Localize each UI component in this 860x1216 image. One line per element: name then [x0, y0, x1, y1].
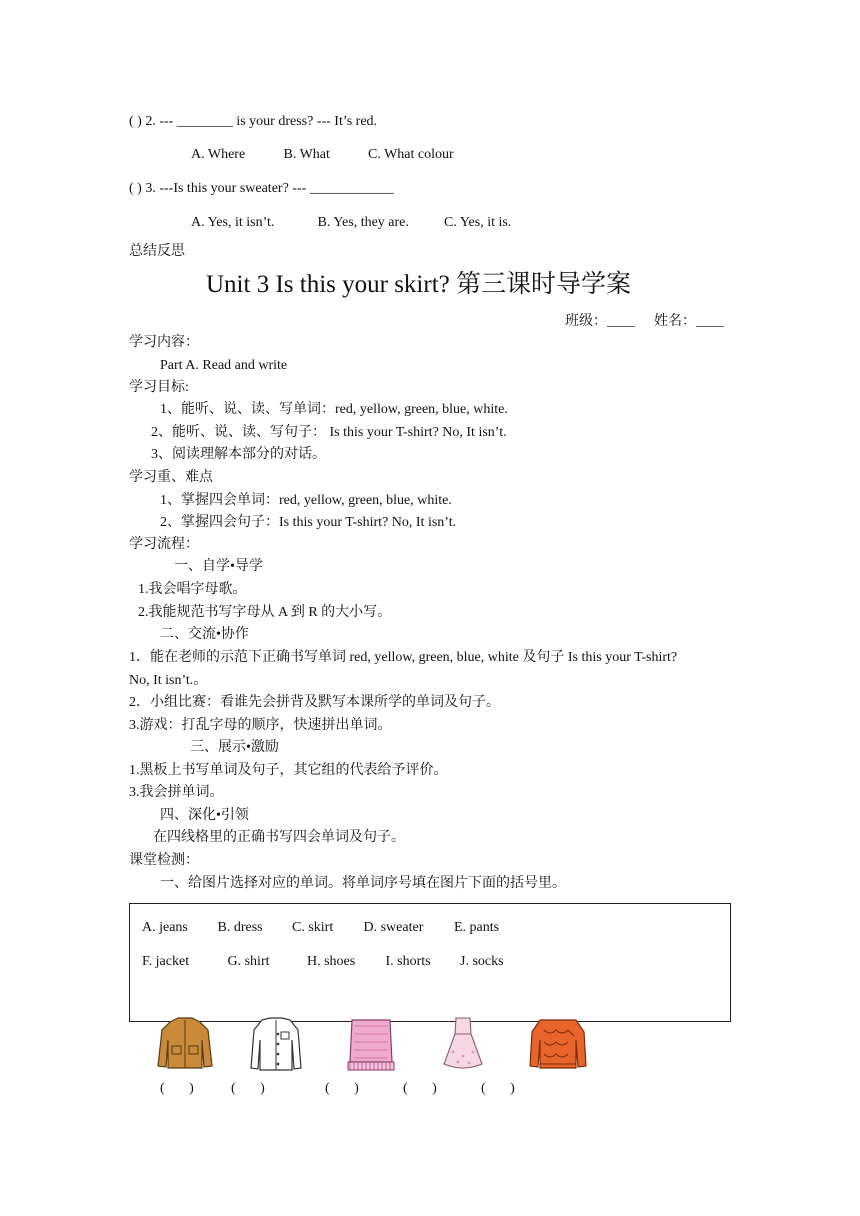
word-option: I. shorts [385, 954, 431, 969]
goal-item: 3、阅读理解本部分的对话。 [151, 447, 326, 462]
section-heading: 三、展示•激励 [190, 740, 279, 755]
question-text: 3. ---Is this your sweater? --- ____________ [145, 181, 394, 196]
question-2 [129, 112, 377, 132]
word-bank-box [129, 903, 731, 1022]
word-option: B. dress [217, 920, 263, 935]
option-b: B. Yes, they are. [317, 215, 409, 230]
word-row [142, 952, 504, 972]
keypoints-label: 学习重、难点 [129, 470, 213, 485]
question-text: 2. --- ________ is your dress? --- It’s red. [145, 114, 378, 129]
section-item: 3.游戏：打乱字母的顺序，快速拼出单词。 [129, 718, 392, 733]
section-item: 2．小组比赛：看谁先会拼背及默写本课所学的单词及句子。 [129, 695, 500, 710]
summary-label: 总结反思 [129, 244, 185, 259]
option-a: A. Where [191, 147, 246, 162]
option-b: B. What [283, 147, 330, 162]
word-option: F. jacket [142, 954, 190, 969]
answer-bracket[interactable]: ( ) [325, 1081, 359, 1096]
question-2-options [191, 145, 454, 165]
section-item: 1.我会唱字母歌。 [138, 582, 247, 597]
check-question: 一、给图片选择对应的单词。将单词序号填在图片下面的括号里。 [160, 876, 566, 891]
content-label: 学习内容： [129, 335, 199, 350]
sweater-icon [528, 1016, 588, 1072]
dress-icon [438, 1016, 488, 1072]
keypoint-item: 1、掌握四会单词：red, yellow, green, blue, white. [160, 493, 452, 508]
page-title: Unit 3 Is this your skirt? 第三课时导学案 [206, 271, 631, 298]
answer-paren: ( ) [129, 114, 142, 129]
word-option: D. sweater [363, 920, 424, 935]
goals-label: 学习目标: [129, 380, 189, 395]
section-item: 3.我会拼单词。 [129, 785, 224, 800]
answer-paren: ( ) [129, 181, 142, 196]
word-option: A. jeans [142, 920, 188, 935]
word-option: C. skirt [292, 920, 334, 935]
question-3-options [191, 213, 511, 233]
answer-bracket[interactable]: ( ) [231, 1081, 265, 1096]
shirt-icon [248, 1016, 304, 1072]
word-option: G. shirt [227, 954, 270, 969]
question-3 [129, 179, 394, 199]
option-c: C. Yes, it is. [444, 215, 512, 230]
answer-bracket[interactable]: ( ) [481, 1081, 515, 1096]
answer-bracket[interactable]: ( ) [160, 1081, 194, 1096]
keypoint-item: 2、掌握四会句子：Is this your T-shirt? No, It isn’t. [160, 515, 457, 530]
section-text: 在四线格里的正确书写四会单词及句子。 [153, 830, 405, 845]
class-field: 班级：____ [565, 314, 635, 329]
process-label: 学习流程： [129, 537, 199, 552]
content-text: Part A. Read and write [160, 358, 288, 373]
goal-item: 1、能听、说、读、写单词：red, yellow, green, blue, white. [160, 402, 508, 417]
option-a: A. Yes, it isn’t. [191, 215, 275, 230]
section-heading: 四、深化•引领 [160, 808, 249, 823]
section-item: 1．能在老师的示范下正确书写单词 red, yellow, green, blue, white 及句子 Is this your T-shirt? [129, 650, 678, 665]
jacket-icon [156, 1016, 214, 1070]
name-field: 姓名：____ [654, 314, 724, 329]
answer-bracket[interactable]: ( ) [403, 1081, 437, 1096]
word-option: E. pants [454, 920, 500, 935]
section-heading: 一、自学•导学 [174, 559, 263, 574]
word-row [142, 918, 499, 938]
section-item: 1.黑板上书写单词及句子，其它组的代表给予评价。 [129, 763, 448, 778]
goal-item: 2、能听、说、读、写句子： Is this your T-shirt? No, It isn’t. [151, 425, 507, 440]
word-option: H. shoes [307, 954, 356, 969]
option-c: C. What colour [368, 147, 454, 162]
word-option: J. socks [460, 954, 504, 969]
check-label: 课堂检测： [129, 853, 199, 868]
section-item-continued: No, It isn’t.。 [129, 673, 208, 688]
section-heading: 二、交流•协作 [160, 627, 249, 642]
sweater-icon [342, 1016, 400, 1072]
section-item: 2.我能规范书写字母从 A 到 R 的大小写。 [138, 605, 392, 620]
